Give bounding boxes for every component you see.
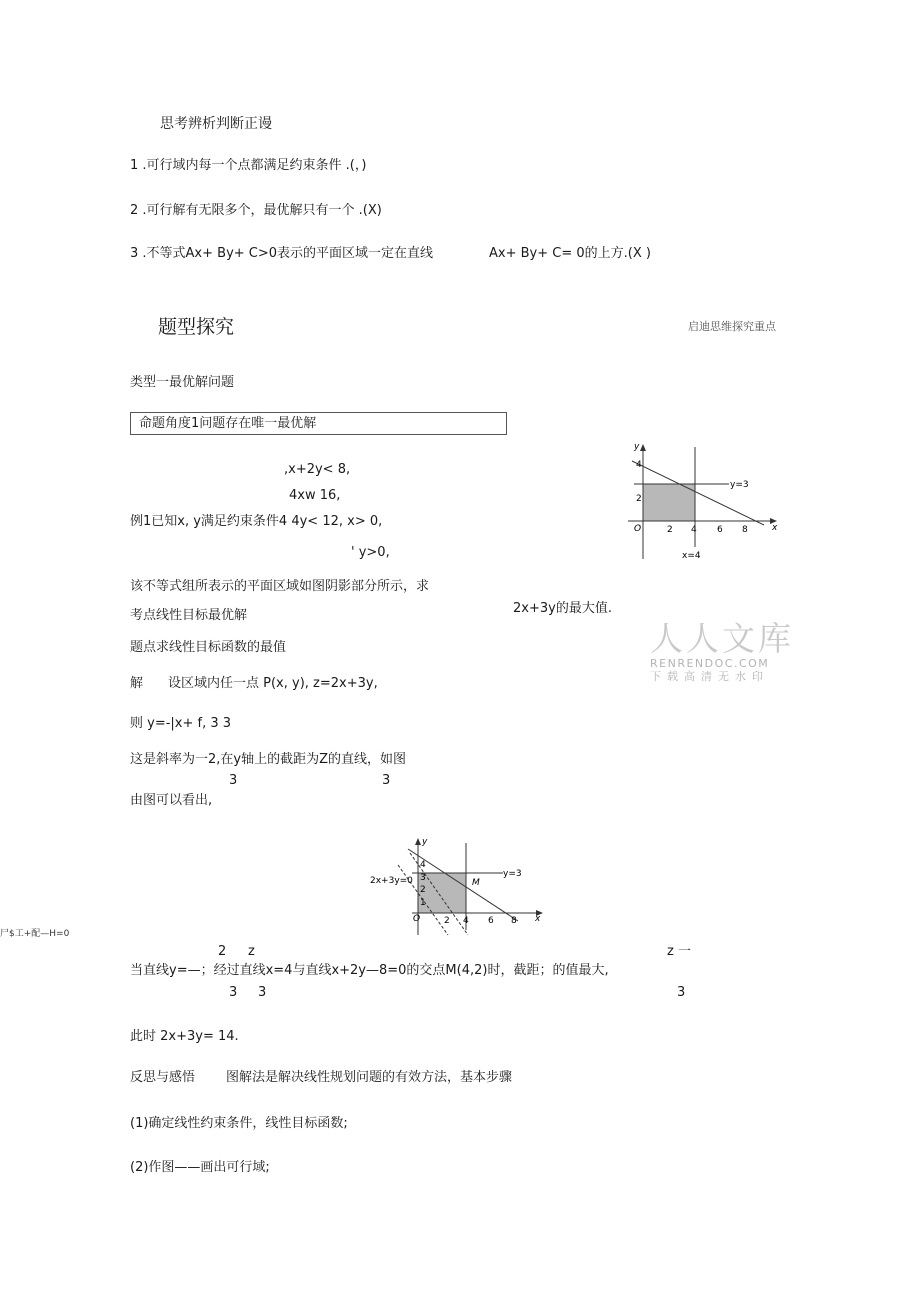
- judge-item-1: 1 .可行域内每一个点都满足约束条件 .(，): [130, 158, 367, 173]
- watermark-tagline: 下载高清无水印: [650, 670, 769, 683]
- watermark-domain: RENRENDOC.COM: [650, 657, 770, 670]
- angle-box: [130, 412, 507, 435]
- fig2-y-tick-4: 4: [420, 860, 426, 870]
- solution-then: 则 y=-|x+ f, 3 3: [130, 716, 232, 731]
- fraction-3b: 3: [382, 773, 391, 788]
- judge-item-2: 2 .可行解有无限多个，最优解只有一个 .(X): [130, 203, 382, 218]
- constraint-2: 4xw 16,: [289, 488, 341, 503]
- judge-item-3a: 3 .不等式Ax+ By+ C>0表示的平面区域一定在直线: [130, 246, 434, 261]
- feasible-region-figure: [624, 437, 780, 564]
- section-title: 题型探究: [158, 316, 235, 338]
- optimal-solution-figure: [368, 835, 548, 937]
- objective-target: 2x+3y的最大值.: [513, 601, 612, 616]
- judge-item-3b: Ax+ By+ C= 0的上方.(X ): [489, 246, 651, 261]
- y-axis-arrow: [415, 838, 421, 845]
- reflect-text: 图解法是解决线性规划问题的有效方法，基本步骤: [226, 1070, 513, 1085]
- figure-see: 由图可以看出,: [130, 793, 213, 808]
- constraint-4: ' y>0,: [351, 545, 390, 560]
- fraction-bottom-3c: 3: [677, 985, 686, 1000]
- fig1-x-tick-2: 2: [667, 525, 673, 535]
- result: 此时 2x+3y= 14.: [130, 1029, 239, 1044]
- solution-text: 设区域内任一点 P(x, y), z=2x+3y,: [168, 676, 378, 691]
- fig1-x-tick-6: 6: [717, 525, 723, 535]
- angle-box-label: 命题角度1问题存在唯一最优解: [139, 416, 317, 431]
- fig2-x-tick-8: 8: [511, 916, 517, 926]
- fig1-x4-label: x=4: [682, 551, 701, 561]
- fig1-x-tick-8: 8: [742, 525, 748, 535]
- judge-title: 思考辨析判断正谩: [160, 116, 272, 132]
- fig2-dashed-label: 2x+3y=0: [370, 876, 413, 886]
- fraction-top-z2: z 一: [667, 944, 691, 959]
- fig2-x-tick-2: 2: [444, 916, 450, 926]
- margin-note: 尸$工+配—H=0: [0, 929, 70, 939]
- shaded-region: [643, 484, 695, 521]
- fig2-y-tick-3: 3: [420, 873, 426, 883]
- fraction-top-z: z: [248, 944, 255, 959]
- y-axis-arrow: [640, 444, 646, 451]
- fig1-y-tick-4: 4: [636, 460, 642, 470]
- step-1: (1)确定线性约束条件，线性目标函数;: [130, 1116, 348, 1131]
- tidian: 题点求线性目标函数的最值: [130, 640, 287, 655]
- fig2-x-tick-4: 4: [463, 916, 469, 926]
- kaodian: 考点线性目标最优解: [130, 608, 248, 623]
- example-lead: 例1已知x, y满足约束条件4 4y< 12, x> 0,: [130, 514, 383, 529]
- fig1-x-label: x: [772, 523, 778, 533]
- fig2-origin: O: [413, 914, 421, 924]
- fig2-line-label: y=3: [503, 869, 522, 879]
- fraction-top-2: 2: [218, 944, 227, 959]
- step-2: (2)作图——画出可行域;: [130, 1160, 270, 1175]
- fig1-line-label: y=3: [730, 480, 749, 490]
- slope-description: 这是斜率为一2,在y轴上的截距为Z的直线，如图: [130, 752, 407, 767]
- fig2-y-label: y: [422, 837, 428, 847]
- constraint-1: ,x+2y< 8,: [284, 462, 351, 477]
- solution-label: 解: [130, 676, 144, 691]
- fig1-y-tick-2: 2: [636, 494, 642, 504]
- fig1-y-label: y: [634, 442, 640, 452]
- region-description: 该不等式组所表示的平面区域如图阴影部分所示，求: [130, 579, 430, 594]
- watermark-logo: 人人文库: [650, 619, 794, 658]
- reflect-label: 反思与感悟: [130, 1070, 196, 1085]
- section-subtitle: 启迪思维探究重点: [688, 320, 776, 333]
- fraction-bottom-3a: 3: [229, 985, 238, 1000]
- fraction-bottom-3b: 3: [258, 985, 267, 1000]
- fig2-x-tick-6: 6: [488, 916, 494, 926]
- fig2-x-label: x: [535, 914, 541, 924]
- fig1-origin: O: [634, 524, 642, 534]
- when-line: 当直线y=—；经过直线x=4与直线x+2y—8=0的交点M(4,2)时，截距；的值最大,: [130, 963, 609, 978]
- fig2-m-label: M: [472, 878, 480, 888]
- fraction-3a: 3: [229, 773, 238, 788]
- fig2-y-tick-1: 1: [420, 898, 426, 908]
- type-title: 类型一最优解问题: [130, 375, 235, 390]
- fig1-x-tick-4: 4: [691, 525, 697, 535]
- fig2-y-tick-2: 2: [420, 885, 426, 895]
